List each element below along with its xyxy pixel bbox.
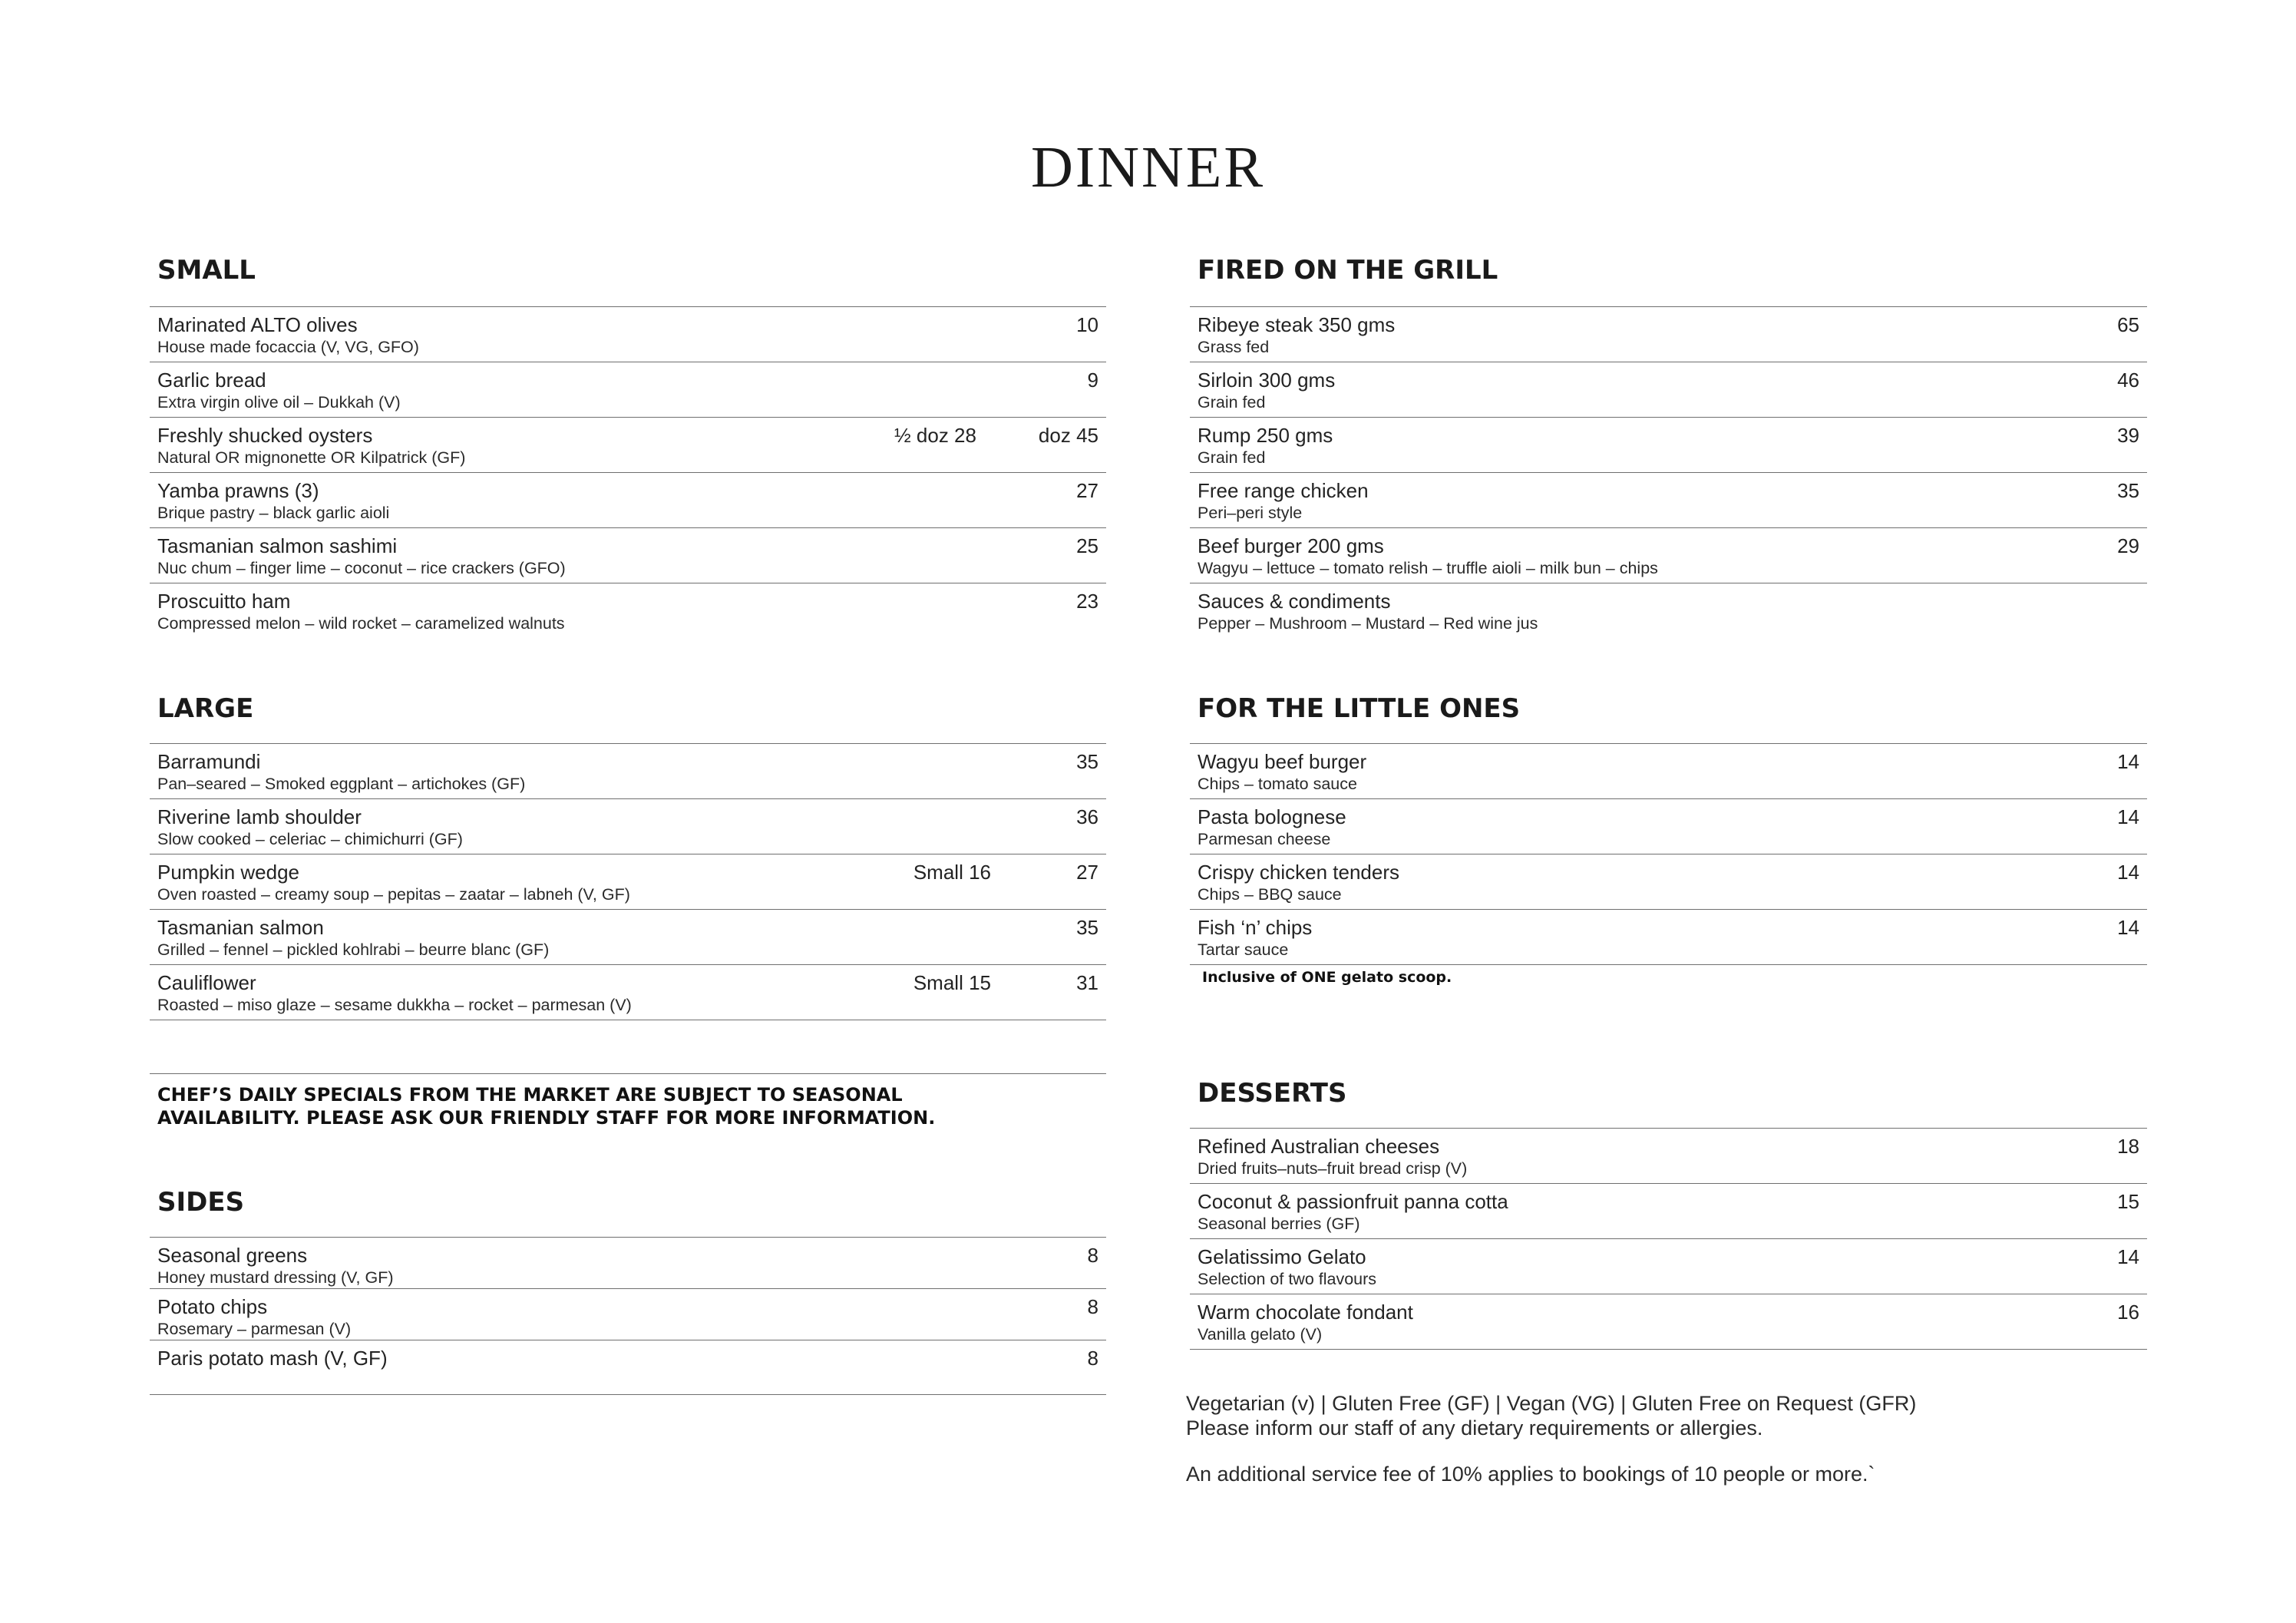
specials-text [157, 1083, 935, 1129]
section-heading: DESSERTS [1198, 1078, 1347, 1109]
item-name: Yamba prawns (3) [157, 479, 319, 502]
item-name: Free range chicken [1198, 479, 1369, 502]
menu-item [1190, 472, 2147, 527]
item-price: 8 [1087, 1295, 1098, 1318]
item-price: 14 [2117, 805, 2139, 828]
item-price: 27 [1076, 479, 1098, 502]
item-description: Peri–peri style [1198, 504, 1303, 522]
item-price: 8 [1087, 1347, 1098, 1370]
item-description: Parmesan cheese [1198, 830, 1331, 848]
item-price: 18 [2117, 1135, 2139, 1158]
menu-item [1190, 798, 2147, 854]
item-name: Fish ‘n’ chips [1198, 916, 1313, 939]
item-name: Crispy chicken tenders [1198, 861, 1399, 884]
menu-item [1190, 417, 2147, 472]
item-description: Grain fed [1198, 393, 1266, 412]
half-dozen-price: ½ doz 28 [894, 424, 976, 447]
section-heading: SMALL [157, 255, 256, 286]
item-description: Oven roasted – creamy soup – pepitas – zaatar – labneh (V, GF) [157, 885, 630, 904]
item-description: Roasted – miso glaze – sesame dukkha – rocket – parmesan (V) [157, 996, 632, 1014]
item-description: Slow cooked – celeriac – chimichurri (GF) [157, 830, 463, 848]
menu-item [150, 417, 1106, 472]
chef-specials-note [150, 1073, 1106, 1129]
item-name: Wagyu beef burger [1198, 750, 1367, 773]
item-price: 35 [1076, 750, 1098, 773]
item-price: 35 [2117, 479, 2139, 502]
item-price: 14 [2117, 750, 2139, 773]
item-description: Extra virgin olive oil – Dukkah (V) [157, 393, 401, 412]
menu-item [150, 527, 1106, 583]
menu-item [1190, 1294, 2147, 1350]
item-price: 14 [2117, 916, 2139, 939]
item-name: Ribeye steak 350 gms [1198, 313, 1396, 336]
small-portion-price: Small 15 [913, 971, 991, 994]
dietary-legend: Vegetarian (v) | Gluten Free (GF) | Vegan (VG) | Gluten Free on Request (GFR) [1186, 1392, 1917, 1415]
item-price: 8 [1087, 1244, 1098, 1267]
menu-item [150, 472, 1106, 527]
footer-notes [1186, 1391, 1916, 1486]
item-name: Cauliflower [157, 971, 256, 994]
item-name: Gelatissimo Gelato [1198, 1245, 1366, 1268]
menu-item [150, 583, 1106, 638]
item-description: Tartar sauce [1198, 940, 1289, 959]
menu-item [150, 362, 1106, 417]
item-price: 23 [1076, 590, 1098, 613]
item-name: Tasmanian salmon [157, 916, 324, 939]
section-heading: FOR THE LITTLE ONES [1198, 693, 1521, 724]
specials-line-1: CHEF’S DAILY SPECIALS FROM THE MARKET ARE SUBJECT TO SEASONAL [157, 1084, 903, 1106]
menu-item [1190, 527, 2147, 583]
item-price: 35 [1076, 916, 1098, 939]
menu-item [1190, 743, 2147, 798]
item-description: Pepper – Mushroom – Mustard – Red wine jus [1198, 614, 1538, 633]
item-name: Seasonal greens [157, 1244, 308, 1267]
item-description: Brique pastry – black garlic aioli [157, 504, 390, 522]
item-price: 14 [2117, 1245, 2139, 1268]
item-description: Pan–seared – Smoked eggplant – artichokes (GF) [157, 775, 526, 793]
item-name: Riverine lamb shoulder [157, 805, 362, 828]
item-name: Coconut & passionfruit panna cotta [1198, 1190, 1508, 1213]
menu-item [150, 1340, 1106, 1395]
menu-item [150, 909, 1106, 964]
item-name: Sauces & condiments [1198, 590, 1391, 613]
item-name: Pasta bolognese [1198, 805, 1346, 828]
item-price: 27 [1076, 861, 1098, 884]
dozen-price: doz 45 [1038, 424, 1098, 447]
item-price: 9 [1087, 369, 1098, 392]
item-price: 25 [1076, 534, 1098, 557]
small-portion-price: Small 16 [913, 861, 991, 884]
menu-item [1190, 854, 2147, 909]
item-description: Honey mustard dressing (V, GF) [157, 1268, 394, 1287]
item-name: Paris potato mash (V, GF) [157, 1347, 388, 1370]
menu-item [150, 306, 1106, 362]
item-price: 16 [2117, 1301, 2139, 1324]
menu-item [150, 743, 1106, 798]
section-heading: FIRED ON THE GRILL [1198, 255, 1498, 286]
item-name: Proscuitto ham [157, 590, 291, 613]
menu-item [1190, 583, 2147, 638]
section-heading: LARGE [157, 693, 254, 724]
item-price: 31 [1076, 971, 1098, 994]
item-name: Tasmanian salmon sashimi [157, 534, 398, 557]
item-description: Grass fed [1198, 338, 1270, 356]
item-price: 29 [2117, 534, 2139, 557]
item-description: Wagyu – lettuce – tomato relish – truffle aioli – milk bun – chips [1198, 559, 1658, 577]
item-description: Rosemary – parmesan (V) [157, 1320, 352, 1338]
menu-item [1190, 1128, 2147, 1183]
menu-item [1190, 909, 2147, 965]
gelato-note: Inclusive of ONE gelato scoop. [1202, 969, 1452, 986]
item-name: Freshly shucked oysters [157, 424, 373, 447]
menu-item [150, 854, 1106, 909]
menu-item [150, 1237, 1106, 1288]
service-fee-note: An additional service fee of 10% applies to bookings of 10 people or more.` [1186, 1463, 1875, 1486]
item-name: Beef burger 200 gms [1198, 534, 1384, 557]
item-price: 36 [1076, 805, 1098, 828]
item-description: Vanilla gelato (V) [1198, 1325, 1323, 1344]
item-price: 10 [1076, 313, 1098, 336]
item-description: Selection of two flavours [1198, 1270, 1377, 1288]
item-name: Sirloin 300 gms [1198, 369, 1336, 392]
item-price: 14 [2117, 861, 2139, 884]
item-description: Chips – BBQ sauce [1198, 885, 1342, 904]
item-name: Garlic bread [157, 369, 266, 392]
item-name: Pumpkin wedge [157, 861, 299, 884]
item-description: House made focaccia (V, VG, GFO) [157, 338, 419, 356]
specials-line-2: AVAILABILITY. PLEASE ASK OUR FRIENDLY STAFF FOR MORE INFORMATION. [157, 1107, 936, 1129]
item-name: Warm chocolate fondant [1198, 1301, 1413, 1324]
item-description: Nuc chum – finger lime – coconut – rice crackers (GFO) [157, 559, 566, 577]
menu-item [150, 964, 1106, 1020]
menu-item [1190, 1238, 2147, 1294]
allergy-note: Please inform our staff of any dietary requirements or allergies. [1186, 1416, 1763, 1440]
menu-item [1190, 1183, 2147, 1238]
item-name: Barramundi [157, 750, 261, 773]
item-name: Refined Australian cheeses [1198, 1135, 1440, 1158]
item-price: 46 [2117, 369, 2139, 392]
menu-title: DINNER [1030, 135, 1266, 200]
item-description: Grain fed [1198, 448, 1266, 467]
section-heading: SIDES [157, 1187, 245, 1218]
item-name: Marinated ALTO olives [157, 313, 358, 336]
item-description: Grilled – fennel – pickled kohlrabi – beurre blanc (GF) [157, 940, 550, 959]
item-price: 65 [2117, 313, 2139, 336]
item-description: Natural OR mignonette OR Kilpatrick (GF) [157, 448, 466, 467]
menu-item [150, 1288, 1106, 1340]
menu-item [150, 798, 1106, 854]
item-name: Potato chips [157, 1295, 268, 1318]
item-price: 15 [2117, 1190, 2139, 1213]
item-description: Chips – tomato sauce [1198, 775, 1357, 793]
menu-item [1190, 306, 2147, 362]
item-name: Rump 250 gms [1198, 424, 1333, 447]
menu-item [1190, 362, 2147, 417]
item-price: 39 [2117, 424, 2139, 447]
item-description: Seasonal berries (GF) [1198, 1215, 1360, 1233]
item-description: Compressed melon – wild rocket – caramelized walnuts [157, 614, 565, 633]
item-description: Dried fruits–nuts–fruit bread crisp (V) [1198, 1159, 1468, 1178]
